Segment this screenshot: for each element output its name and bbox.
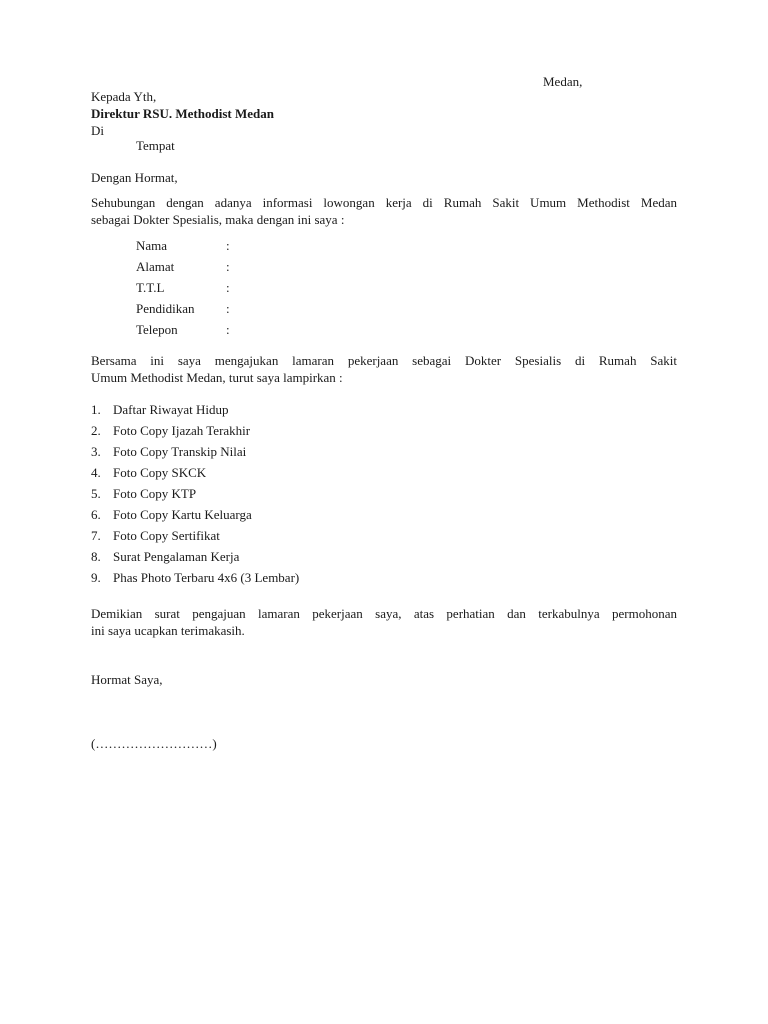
recipient-place: Tempat [136, 138, 175, 153]
list-text: Foto Copy Kartu Keluarga [113, 507, 252, 522]
list-number: 3. [91, 444, 101, 459]
recipient-di: Di [91, 123, 104, 138]
list-text: Foto Copy KTP [113, 486, 197, 501]
field-colon: : [226, 238, 230, 253]
field-label: Pendidikan [136, 301, 195, 316]
list-number: 1. [91, 402, 101, 417]
list-number: 2. [91, 423, 101, 438]
list-text: Surat Pengalaman Kerja [113, 549, 240, 564]
intro-line-1: Sehubungan dengan adanya informasi lowongan kerja di Rumah Sakit Umum Methodist Medan [91, 195, 677, 210]
closing-line-1: Demikian surat pengajuan lamaran pekerjaan saya, atas perhatian dan terkabulnya permohonan [91, 606, 677, 621]
list-number: 4. [91, 465, 101, 480]
greeting: Dengan Hormat, [91, 170, 178, 185]
field-label: Telepon [136, 322, 178, 337]
list-number: 5. [91, 486, 101, 501]
intro-line-2: sebagai Dokter Spesialis, maka dengan ini saya : [91, 212, 345, 227]
list-number: 7. [91, 528, 101, 543]
closing-paragraph [91, 605, 677, 639]
list-number: 8. [91, 549, 101, 564]
field-label: Alamat [136, 259, 175, 274]
field-colon: : [226, 280, 230, 295]
field-label: Nama [136, 238, 168, 253]
list-number: 6. [91, 507, 101, 522]
field-label: T.T.L [136, 280, 165, 295]
field-colon: : [226, 322, 230, 337]
list-text: Foto Copy SKCK [113, 465, 207, 480]
list-text: Daftar Riwayat Hidup [113, 402, 229, 417]
body-line-1: Bersama ini saya mengajukan lamaran pekerjaan sebagai Dokter Spesialis di Rumah Sakit [91, 353, 677, 368]
list-text: Foto Copy Transkip Nilai [113, 444, 247, 459]
body-line-2: Umum Methodist Medan, turut saya lampirkan : [91, 370, 343, 385]
list-text: Foto Copy Sertifikat [113, 528, 220, 543]
intro-paragraph [91, 194, 677, 228]
list-text: Foto Copy Ijazah Terakhir [113, 423, 251, 438]
recipient-name: Direktur RSU. Methodist Medan [91, 106, 274, 121]
recipient-to: Kepada Yth, [91, 89, 157, 104]
list-number: 9. [91, 570, 101, 585]
list-text: Phas Photo Terbaru 4x6 (3 Lembar) [113, 570, 300, 585]
field-colon: : [226, 301, 230, 316]
sign-off: Hormat Saya, [91, 672, 163, 687]
signature-blank: (………………………) [91, 736, 217, 751]
closing-line-2: ini saya ucapkan terimakasih. [91, 623, 245, 638]
field-colon: : [226, 259, 230, 274]
body-paragraph [91, 352, 677, 386]
place-date: Medan, [543, 74, 583, 89]
